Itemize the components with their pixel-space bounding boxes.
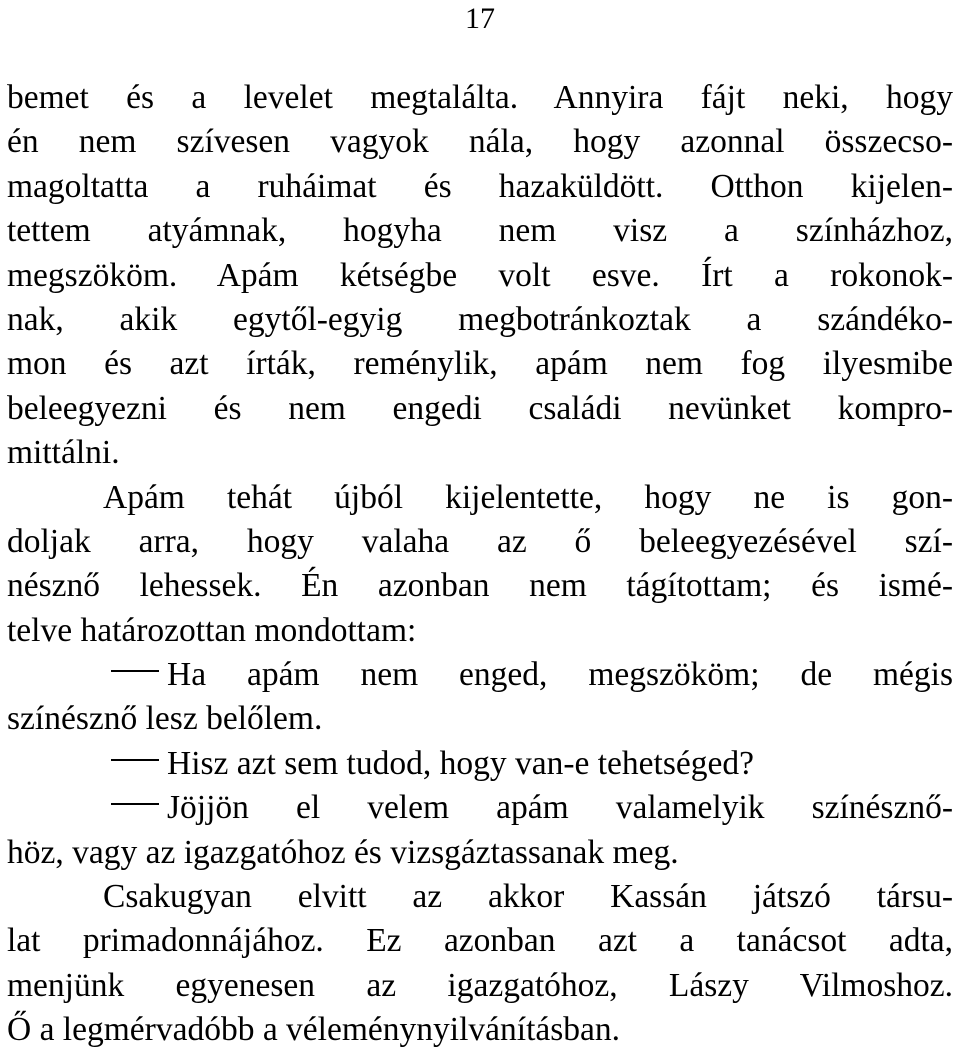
- text-line: tettem atyámnak, hogyha nem visz a színházhoz,: [7, 212, 953, 250]
- text-line: lat primadonnájához. Ez azonban azt a tanácsot adta,: [7, 922, 953, 960]
- em-dash: [111, 803, 159, 805]
- text-line: nésznő lehessek. Én azonban nem tágítottam; és ismé-: [7, 567, 953, 605]
- body-text: [7, 76, 953, 1053]
- dialogue-text: Ha apám nem enged, megszököm; de mégis: [167, 656, 953, 694]
- text-line: megszököm. Apám kétségbe volt esve. Írt a rokonok-: [7, 256, 953, 294]
- dialogue-text: Jöjjön el velem apám valamelyik színésznő-: [167, 789, 953, 827]
- text-line: menjünk egyenesen az igazgatóhoz, Lászy Vilmoshoz.: [7, 966, 953, 1004]
- text-line: mittálni.: [7, 434, 120, 472]
- paragraph-start-line: Apám tehát újból kijelentette, hogy ne is gon-: [103, 478, 953, 516]
- text-line: mon és azt írták, reménylik, apám nem fog ilyesmibe: [7, 345, 953, 383]
- text-line: én nem szívesen vagyok nála, hogy azonnal összecso-: [7, 123, 953, 161]
- text-line: magoltatta a ruháimat és hazaküldött. Otthon kijelen-: [7, 167, 953, 205]
- text-line: beleegyezni és nem engedi családi nevünket kompro-: [7, 389, 953, 427]
- em-dash: [111, 759, 159, 761]
- text-line: Ő a legmérvadóbb a véleménynyilvánításban.: [7, 1011, 621, 1049]
- dialogue-line: [7, 653, 953, 697]
- text-line: nak, akik egytől-egyig megbotránkoztak a szándéko-: [7, 300, 953, 338]
- text-line: telve határozottan mondottam:: [7, 611, 417, 649]
- paragraph-start-line: Csakugyan elvitt az akkor Kassán játszó társu-: [103, 878, 953, 916]
- text-line: színésznő lesz belőlem.: [7, 700, 323, 738]
- text-line: doljak arra, hogy valaha az ő beleegyezésével szí-: [7, 522, 953, 560]
- text-line: bemet és a levelet megtalálta. Annyira fájt neki, hogy: [7, 79, 953, 116]
- dialogue-line: [7, 786, 953, 830]
- text-line: höz, vagy az igazgatóhoz és vizsgáztassanak meg.: [7, 833, 679, 871]
- em-dash: [111, 670, 159, 672]
- page-number: 17: [465, 2, 495, 35]
- dialogue-text: Hisz azt sem tudod, hogy van-e tehetséged?: [167, 744, 754, 782]
- dialogue-line: [7, 742, 953, 786]
